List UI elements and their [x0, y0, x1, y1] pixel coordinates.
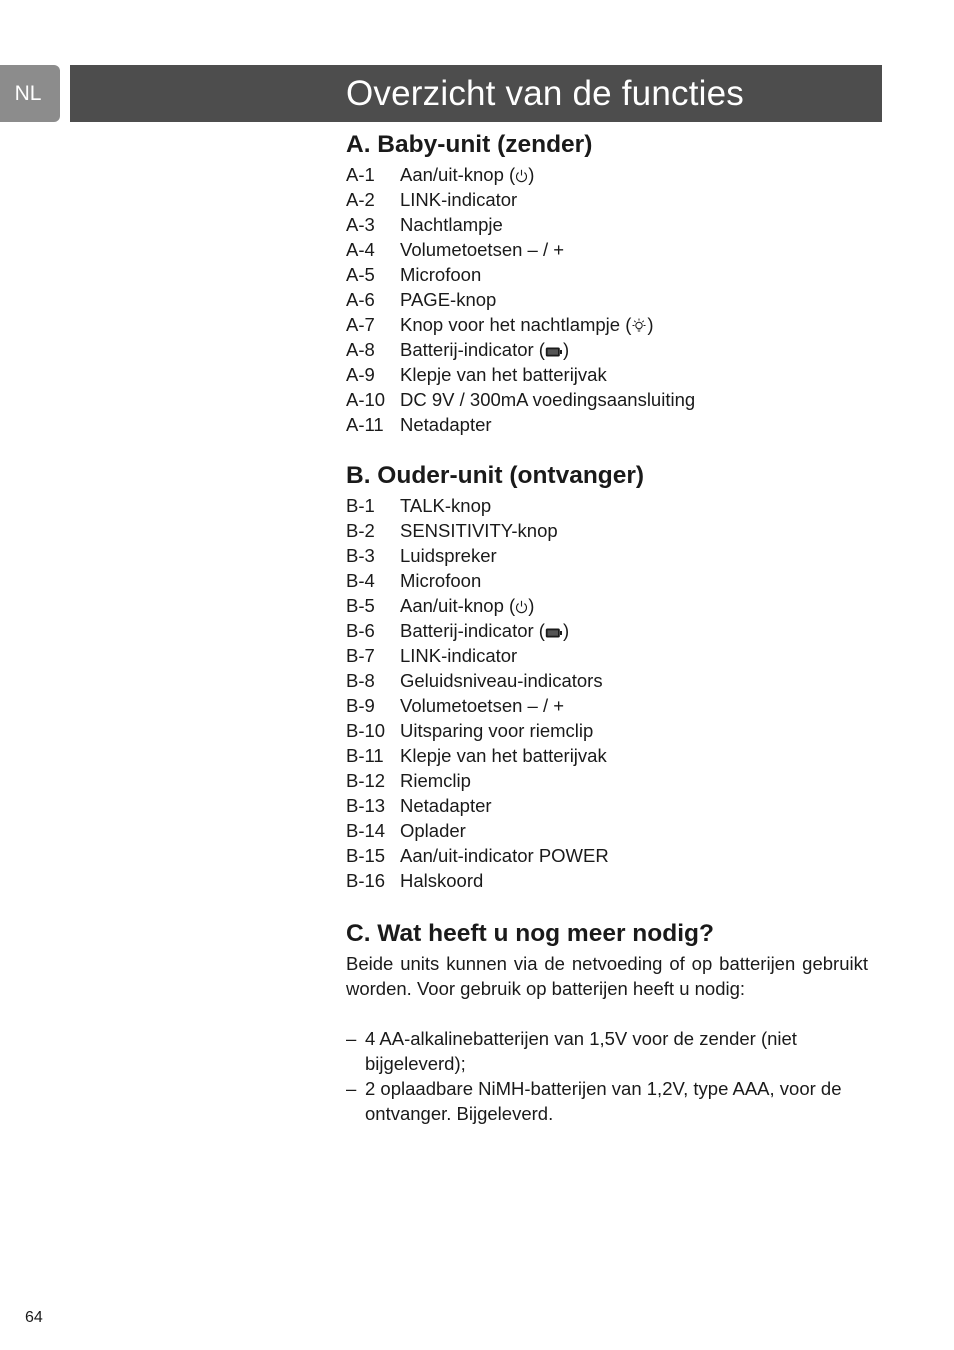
item-label: Oplader — [400, 820, 466, 841]
item-label-suffix: ) — [528, 164, 535, 185]
item-code: B-2 — [346, 520, 375, 541]
section-a-list — [346, 162, 876, 437]
page-number: 64 — [25, 1309, 43, 1326]
list-item — [346, 593, 876, 618]
item-label: Volumetoetsen – / + — [400, 239, 565, 260]
item-label: Halskoord — [400, 870, 484, 891]
section-b-heading: B. Ouder-unit (ontvanger) — [346, 462, 645, 489]
main-content — [346, 128, 876, 1126]
item-code: B-3 — [346, 545, 375, 566]
item-label: PAGE-knop — [400, 289, 497, 310]
item-label: DC 9V / 300mA voedingsaansluiting — [400, 389, 696, 410]
item-code: A-6 — [346, 289, 375, 310]
item-code: B-9 — [346, 695, 375, 716]
bullet-dash: – — [346, 1078, 357, 1099]
item-code: B-14 — [346, 820, 386, 841]
bullet-item — [346, 1076, 876, 1126]
item-code: B-1 — [346, 495, 375, 516]
list-item — [346, 187, 876, 212]
list-item — [346, 768, 876, 793]
item-code: A-9 — [346, 364, 375, 385]
item-code: A-10 — [346, 389, 386, 410]
item-code: B-4 — [346, 570, 375, 591]
language-tab: NL — [0, 65, 60, 122]
item-code: B-11 — [346, 745, 384, 766]
item-label: SENSITIVITY-knop — [400, 520, 558, 541]
bullet-dash: – — [346, 1028, 357, 1049]
section-c-intro: Beide units kunnen via de netvoeding of op batterijen gebruikt worden. Voor gebruik op batterijen heeft u nodig: — [346, 953, 868, 999]
battery-icon — [545, 339, 563, 364]
section-c-bullets — [346, 1026, 876, 1126]
item-code: B-16 — [346, 870, 386, 891]
bullet-text: 4 AA-alkalinebatterijen van 1,5V voor de zender (niet bijgeleverd); — [365, 1028, 797, 1074]
item-label: TALK-knop — [400, 495, 492, 516]
section-b-list — [346, 493, 876, 893]
list-item — [346, 287, 876, 312]
item-code: B-8 — [346, 670, 375, 691]
item-code: A-3 — [346, 214, 375, 235]
list-item — [346, 743, 876, 768]
item-label: Batterij-indicator ( — [400, 339, 545, 360]
item-label: Knop voor het nachtlampje ( — [400, 314, 632, 335]
item-label: Aan/uit-knop ( — [400, 595, 516, 616]
item-label: Netadapter — [400, 414, 492, 435]
item-label: Klepje van het batterijvak — [400, 745, 607, 766]
item-label: LINK-indicator — [400, 189, 518, 210]
item-code: A-5 — [346, 264, 375, 285]
list-item — [346, 693, 876, 718]
title-bar — [70, 65, 882, 122]
list-item — [346, 262, 876, 287]
list-item — [346, 618, 876, 643]
item-label: Aan/uit-knop ( — [400, 164, 516, 185]
item-label: Nachtlampje — [400, 214, 503, 235]
item-code: B-10 — [346, 720, 386, 741]
list-item — [346, 668, 876, 693]
item-code: A-4 — [346, 239, 375, 260]
item-code: A-1 — [346, 164, 375, 185]
item-label: Luidspreker — [400, 545, 497, 566]
list-item — [346, 568, 876, 593]
item-code: B-7 — [346, 645, 375, 666]
item-code: A-11 — [346, 414, 384, 435]
item-label: Netadapter — [400, 795, 492, 816]
item-label-suffix: ) — [647, 314, 654, 335]
list-item — [346, 387, 876, 412]
item-code: A-8 — [346, 339, 375, 360]
list-item — [346, 818, 876, 843]
power-icon — [515, 164, 528, 189]
list-item — [346, 518, 876, 543]
nightlight-icon — [631, 314, 647, 339]
list-item — [346, 412, 876, 437]
battery-icon — [545, 620, 563, 645]
power-icon — [515, 595, 528, 620]
list-item — [346, 543, 876, 568]
item-label: Klepje van het batterijvak — [400, 364, 607, 385]
item-label: LINK-indicator — [400, 645, 518, 666]
section-c-heading: C. Wat heeft u nog meer nodig? — [346, 920, 714, 947]
bullet-text: 2 oplaadbare NiMH-batterijen van 1,2V, type AAA, voor de ontvanger. Bijgeleverd. — [365, 1078, 842, 1124]
item-code: B-15 — [346, 845, 386, 866]
list-item — [346, 793, 876, 818]
list-item — [346, 868, 876, 893]
list-item — [346, 312, 876, 337]
item-label: Batterij-indicator ( — [400, 620, 545, 641]
item-label-suffix: ) — [562, 339, 570, 360]
list-item — [346, 643, 876, 668]
item-label: Volumetoetsen – / + — [400, 695, 565, 716]
list-item — [346, 212, 876, 237]
item-label: Uitsparing voor riemclip — [400, 720, 594, 741]
item-code: B-12 — [346, 770, 386, 791]
list-item — [346, 162, 876, 187]
item-label-suffix: ) — [562, 620, 570, 641]
list-item — [346, 718, 876, 743]
list-item — [346, 843, 876, 868]
item-code: B-5 — [346, 595, 375, 616]
bullet-item — [346, 1026, 876, 1076]
item-code: B-13 — [346, 795, 386, 816]
item-label: Riemclip — [400, 770, 471, 791]
item-label: Geluidsniveau-indicators — [400, 670, 603, 691]
item-label: Microfoon — [400, 264, 482, 285]
item-label: Microfoon — [400, 570, 482, 591]
item-label-suffix: ) — [528, 595, 535, 616]
list-item — [346, 337, 876, 362]
list-item — [346, 362, 876, 387]
page-title: Overzicht van de functies — [346, 74, 744, 113]
item-code: B-6 — [346, 620, 375, 641]
item-code: A-2 — [346, 189, 375, 210]
item-label: Aan/uit-indicator POWER — [400, 845, 609, 866]
section-a-heading: A. Baby-unit (zender) — [346, 131, 593, 158]
item-code: A-7 — [346, 314, 375, 335]
list-item — [346, 493, 876, 518]
list-item — [346, 237, 876, 262]
